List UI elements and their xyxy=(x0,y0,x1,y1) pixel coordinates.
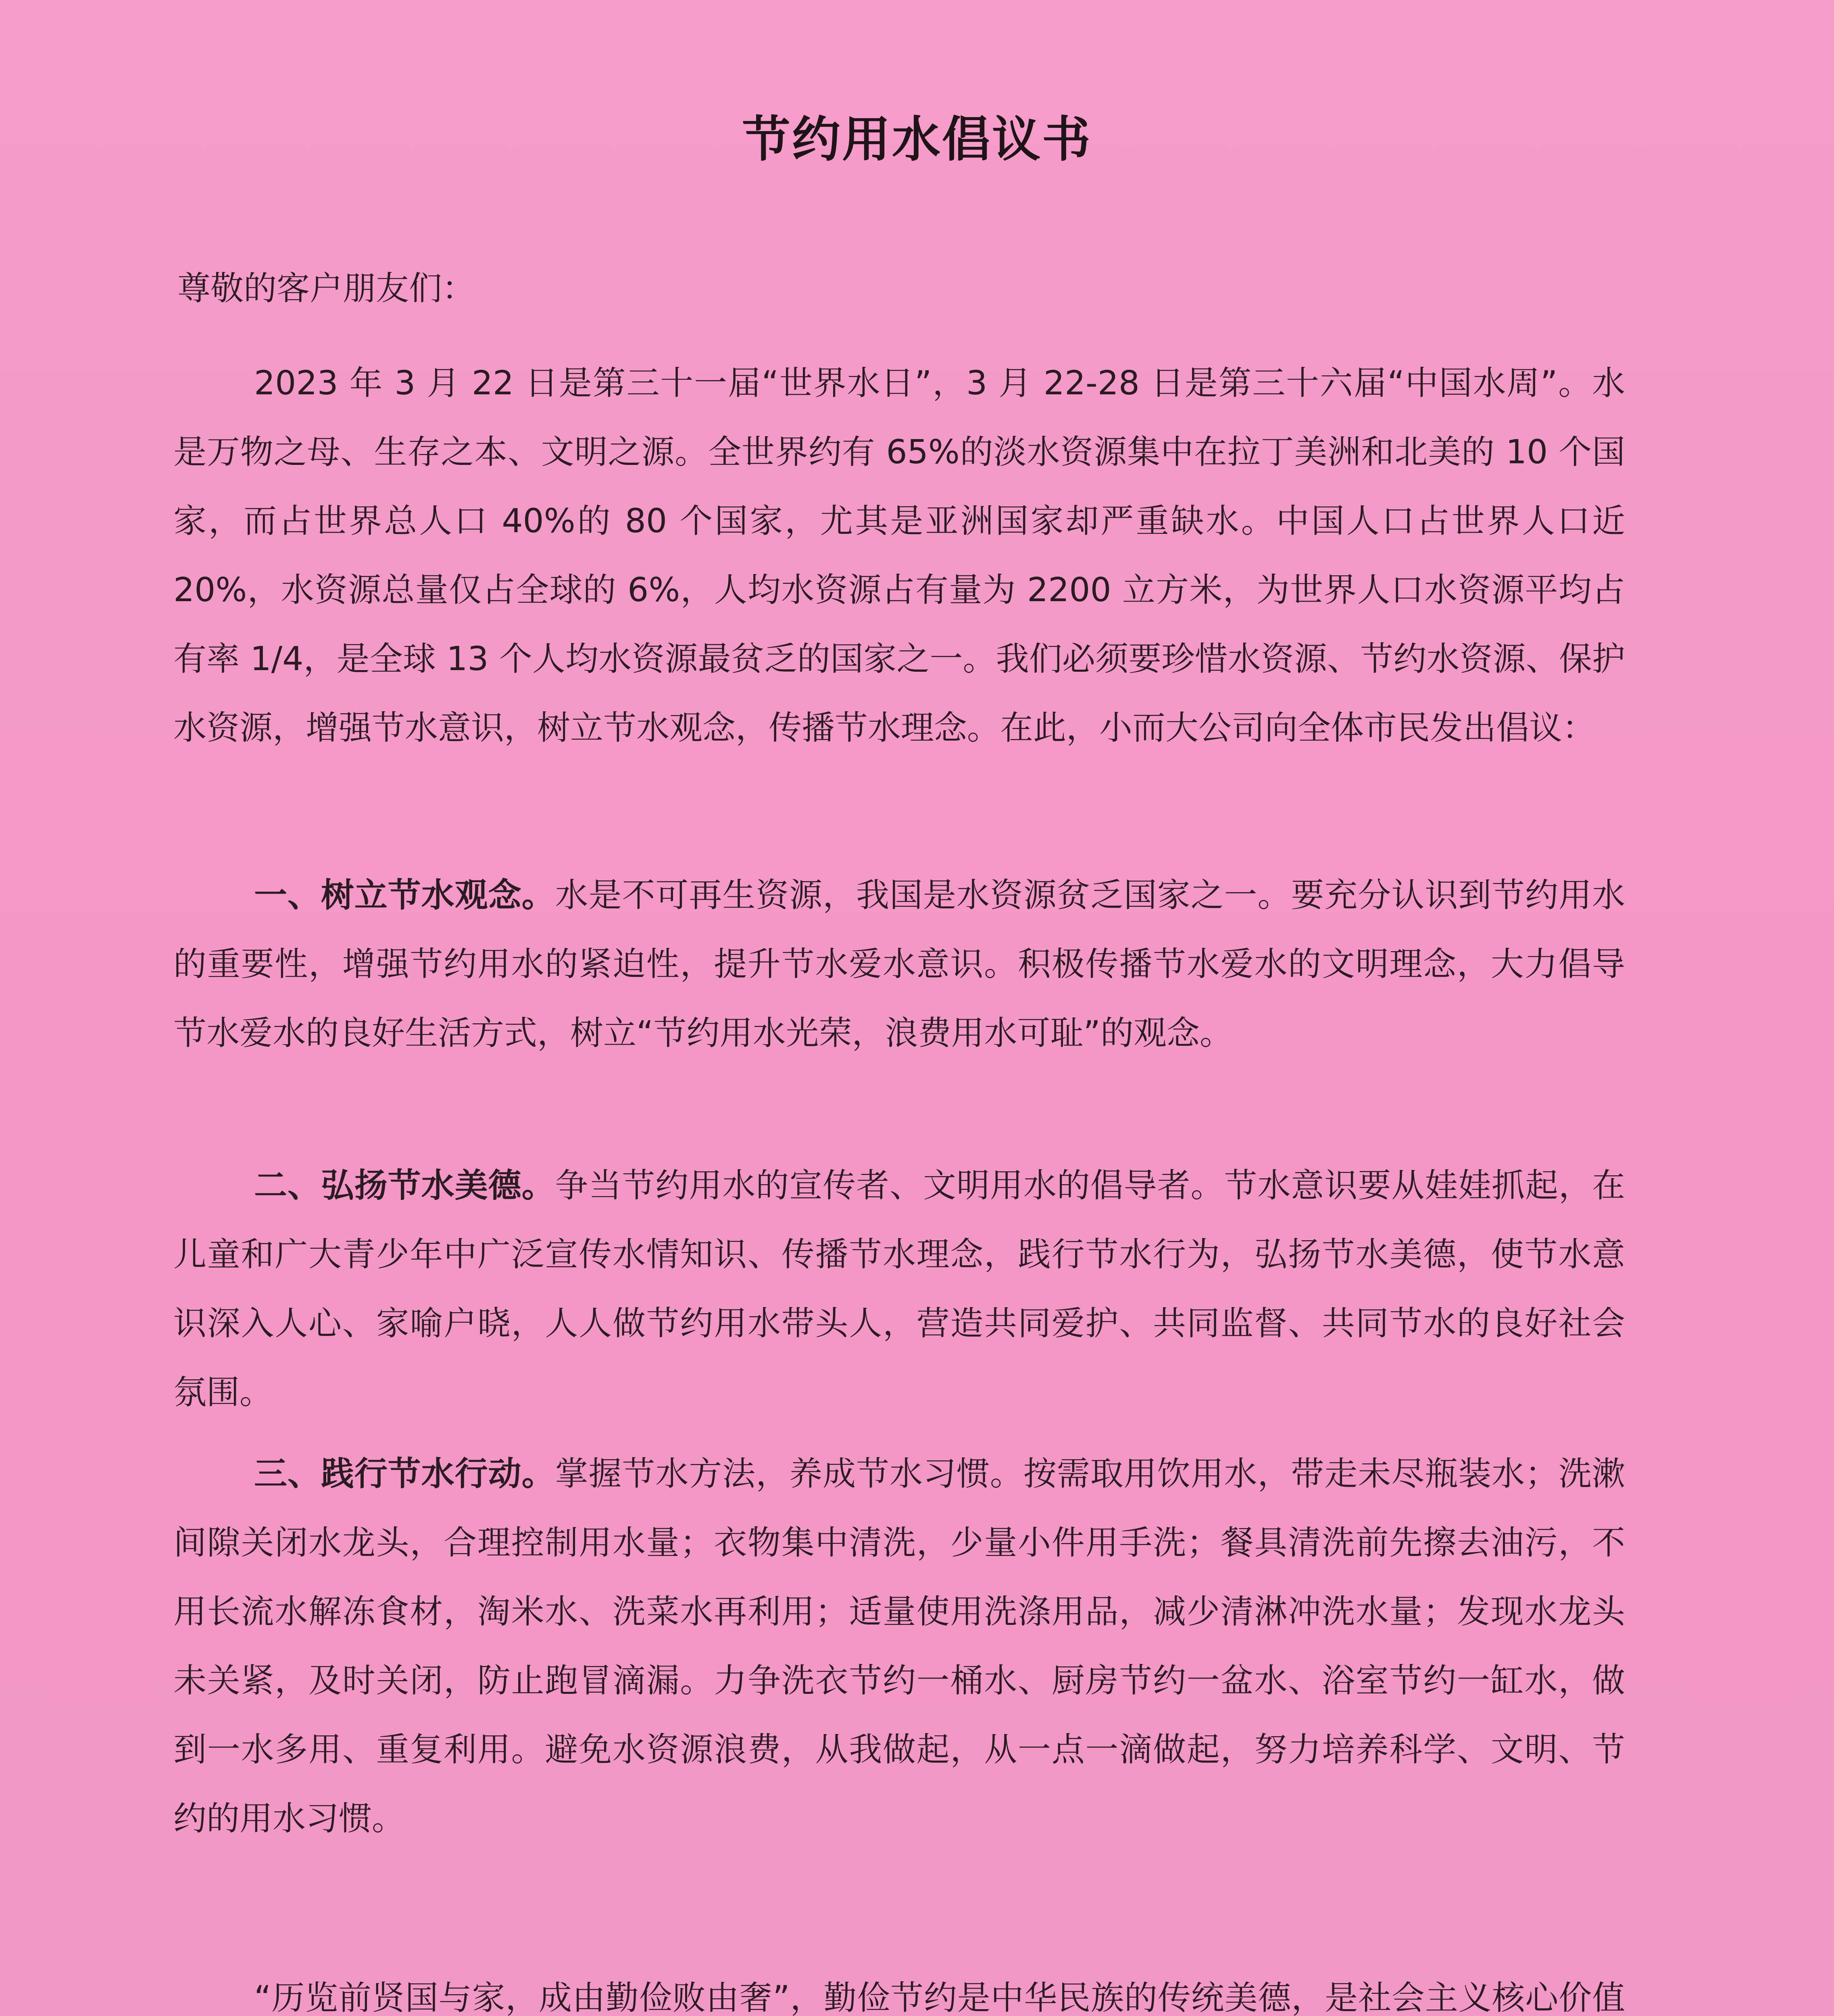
paragraph-3-text: 掌握节水方法，养成节水习惯。按需取用饮用水，带走未尽瓶装水；洗漱间隙关闭水龙头，合理控制用水量；衣物集中清洗，少量小件用手洗；餐具清洗前先擦去油污，不用长流水解冻食材，淘米水、洗菜水再利用；适量使用洗涤用品，减少清淋冲洗水量；发现水龙头未关紧，及时关闭，防止跑冒滴漏。力争洗衣节约一桶水、厨房节约一盆水、浴室节约一缸水，做到一水多用、重复利用。避免水资源浪费，从我做起，从一点一滴做起，努力培养科学、文明、节约的用水习惯。 xyxy=(173,1455,1625,1838)
paragraph-1 xyxy=(173,861,1625,1068)
paragraph-1-heading: 一、树立节水观念。 xyxy=(254,876,555,914)
salutation: 尊敬的客户朋友们： xyxy=(177,269,475,308)
paragraph-closing-text: “历览前贤国与家，成由勤俭败由奢”，勤俭节约是中华民族的传统美德，是社会主义核心价值 xyxy=(254,1979,1625,2016)
paragraph-2 xyxy=(173,1151,1625,1427)
paragraph-1-text: 水是不可再生资源，我国是水资源贫乏国家之一。要充分认识到节约用水的重要性，增强节约用水的紧迫性，提升节水爱水意识。积极传播节水爱水的文明理念，大力倡导节水爱水的良好生活方式，树立“节约用水光荣，浪费用水可耻”的观念。 xyxy=(173,876,1625,1052)
paragraph-3-heading: 三、践行节水行动。 xyxy=(254,1455,555,1493)
paragraph-closing xyxy=(173,1964,1625,2016)
paragraph-2-heading: 二、弘扬节水美德。 xyxy=(254,1166,555,1205)
paragraph-intro xyxy=(173,349,1625,762)
paragraph-3 xyxy=(173,1439,1625,1853)
document-title: 节约用水倡议书 xyxy=(742,112,1092,168)
paragraph-intro-text: 2023 年 3 月 22 日是第三十一届“世界水日”，3 月 22-28 日是第三十六届“中国水周”。水是万物之母、生存之本、文明之源。全世界约有 65%的淡水资源集中在拉丁美洲和北美的 10 个国家，而占世界总人口 40%的 80 个国家，尤其是亚洲国家却严重缺水。中国人口占世界人口近 20%，水资源总量仅占全球的 6%，人均水资源占有量为 2200 立方米，为世界人口水资源平均占有率 1/4，是全球 13 个人均水资源最贫乏的国家之一。我们必须要珍惜水资源、节约水资源、保护水资源，增强节水意识，树立节水观念，传播节水理念。在此，小而大公司向全体市民发出倡议： xyxy=(173,364,1625,747)
paragraph-2-text: 争当节约用水的宣传者、文明用水的倡导者。节水意识要从娃娃抓起，在儿童和广大青少年中广泛宣传水情知识、传播节水理念，践行节水行为，弘扬节水美德，使节水意识深入人心、家喻户晓，人人做节约用水带头人，营造共同爱护、共同监督、共同节水的良好社会氛围。 xyxy=(173,1166,1625,1412)
